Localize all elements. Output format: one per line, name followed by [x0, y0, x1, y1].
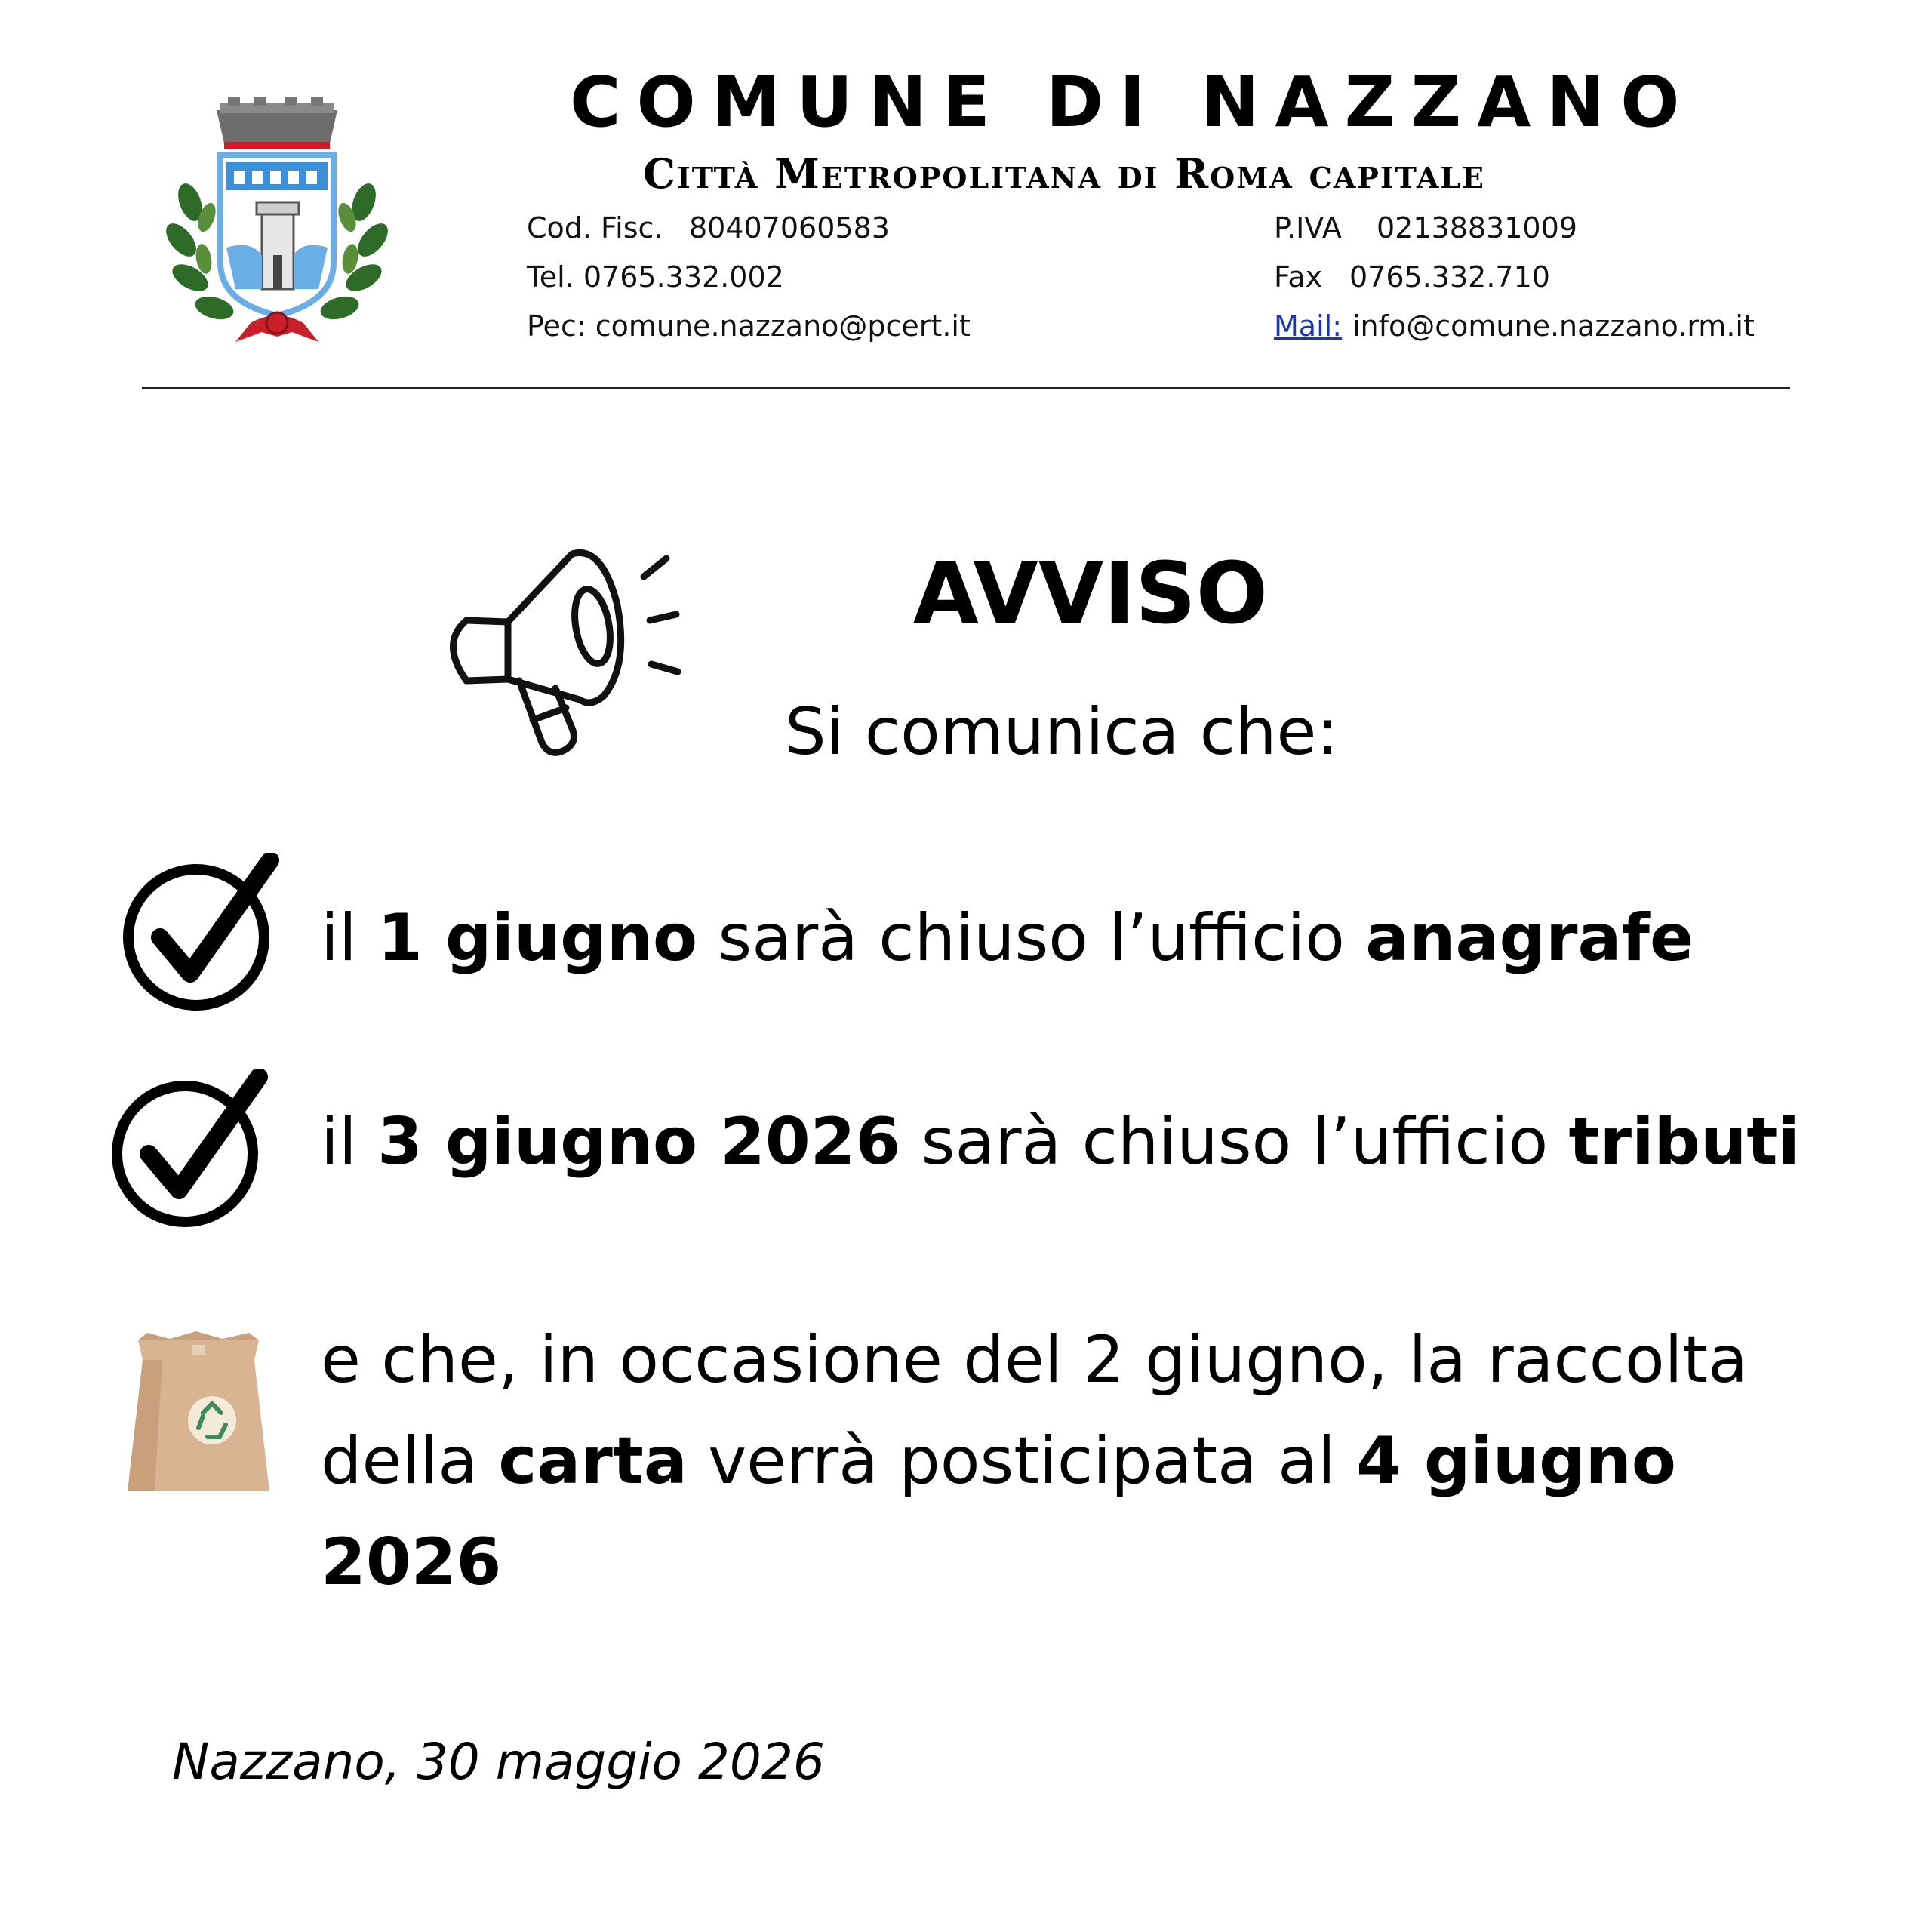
contact-value: 0765.332.710	[1349, 260, 1550, 294]
item-text: il	[321, 1104, 378, 1180]
contact-value: comune.nazzano@pcert.it	[595, 309, 971, 343]
contact-value: info@comune.nazzano.rm.it	[1352, 309, 1755, 343]
item-text: della	[321, 1423, 499, 1499]
item-text-line	[321, 1411, 1830, 1512]
item-date: 4 giugno	[1356, 1423, 1676, 1499]
item-text: sarà chiuso l’ufficio	[900, 1104, 1569, 1180]
paper-recycling-bag-icon	[125, 1330, 272, 1494]
notice-item-tributi	[321, 1104, 1800, 1180]
item-year: 2026	[321, 1524, 502, 1600]
contact-label: P.IVA	[1274, 211, 1342, 245]
mail-link[interactable]: Mail:	[1274, 309, 1342, 343]
org-name: COMUNE DI NAZZANO	[570, 62, 1696, 143]
notice-item-anagrafe	[321, 900, 1694, 976]
notice-title: AVVISO	[913, 545, 1268, 643]
item-office: tributi	[1568, 1104, 1800, 1180]
item-date: 3 giugno 2026	[377, 1104, 901, 1180]
contact-value: 02138831009	[1377, 211, 1577, 245]
contact-value: 80407060583	[689, 211, 890, 245]
item-text: il	[321, 900, 378, 976]
contact-cod-fisc	[527, 211, 890, 245]
notice-item-carta	[321, 1309, 1830, 1613]
contact-label: Pec:	[527, 309, 586, 343]
header-divider	[142, 387, 1790, 389]
contact-label: Fax	[1274, 260, 1323, 294]
item-text-line: e che, in occasione del 2 giugno, la raccolta	[321, 1322, 1748, 1398]
footer-date: Nazzano, 30 maggio 2026	[172, 1733, 825, 1791]
contact-label: Cod. Fisc.	[527, 211, 663, 245]
contact-label: Tel.	[527, 260, 574, 294]
checkmark-circle-icon	[121, 853, 279, 1011]
contact-fax	[1274, 260, 1550, 294]
notice-intro: Si comunica che:	[785, 694, 1339, 770]
item-text-line	[321, 1512, 1830, 1613]
contact-value: 0765.332.002	[583, 260, 784, 294]
item-text: verrà posticipata al	[687, 1423, 1357, 1499]
contact-mail	[1274, 309, 1755, 343]
contact-piva	[1274, 211, 1577, 245]
contact-pec	[527, 309, 971, 343]
municipal-crest-icon	[160, 97, 394, 346]
item-material: carta	[498, 1423, 688, 1499]
item-date: 1 giugno	[377, 900, 698, 976]
contact-tel	[527, 260, 784, 294]
item-office: anagrafe	[1365, 900, 1694, 976]
org-subtitle: Città Metropolitana di Roma capitale	[643, 149, 1486, 198]
checkmark-circle-icon	[109, 1069, 268, 1228]
megaphone-icon	[436, 545, 700, 756]
item-text: sarà chiuso l’ufficio	[697, 900, 1366, 976]
